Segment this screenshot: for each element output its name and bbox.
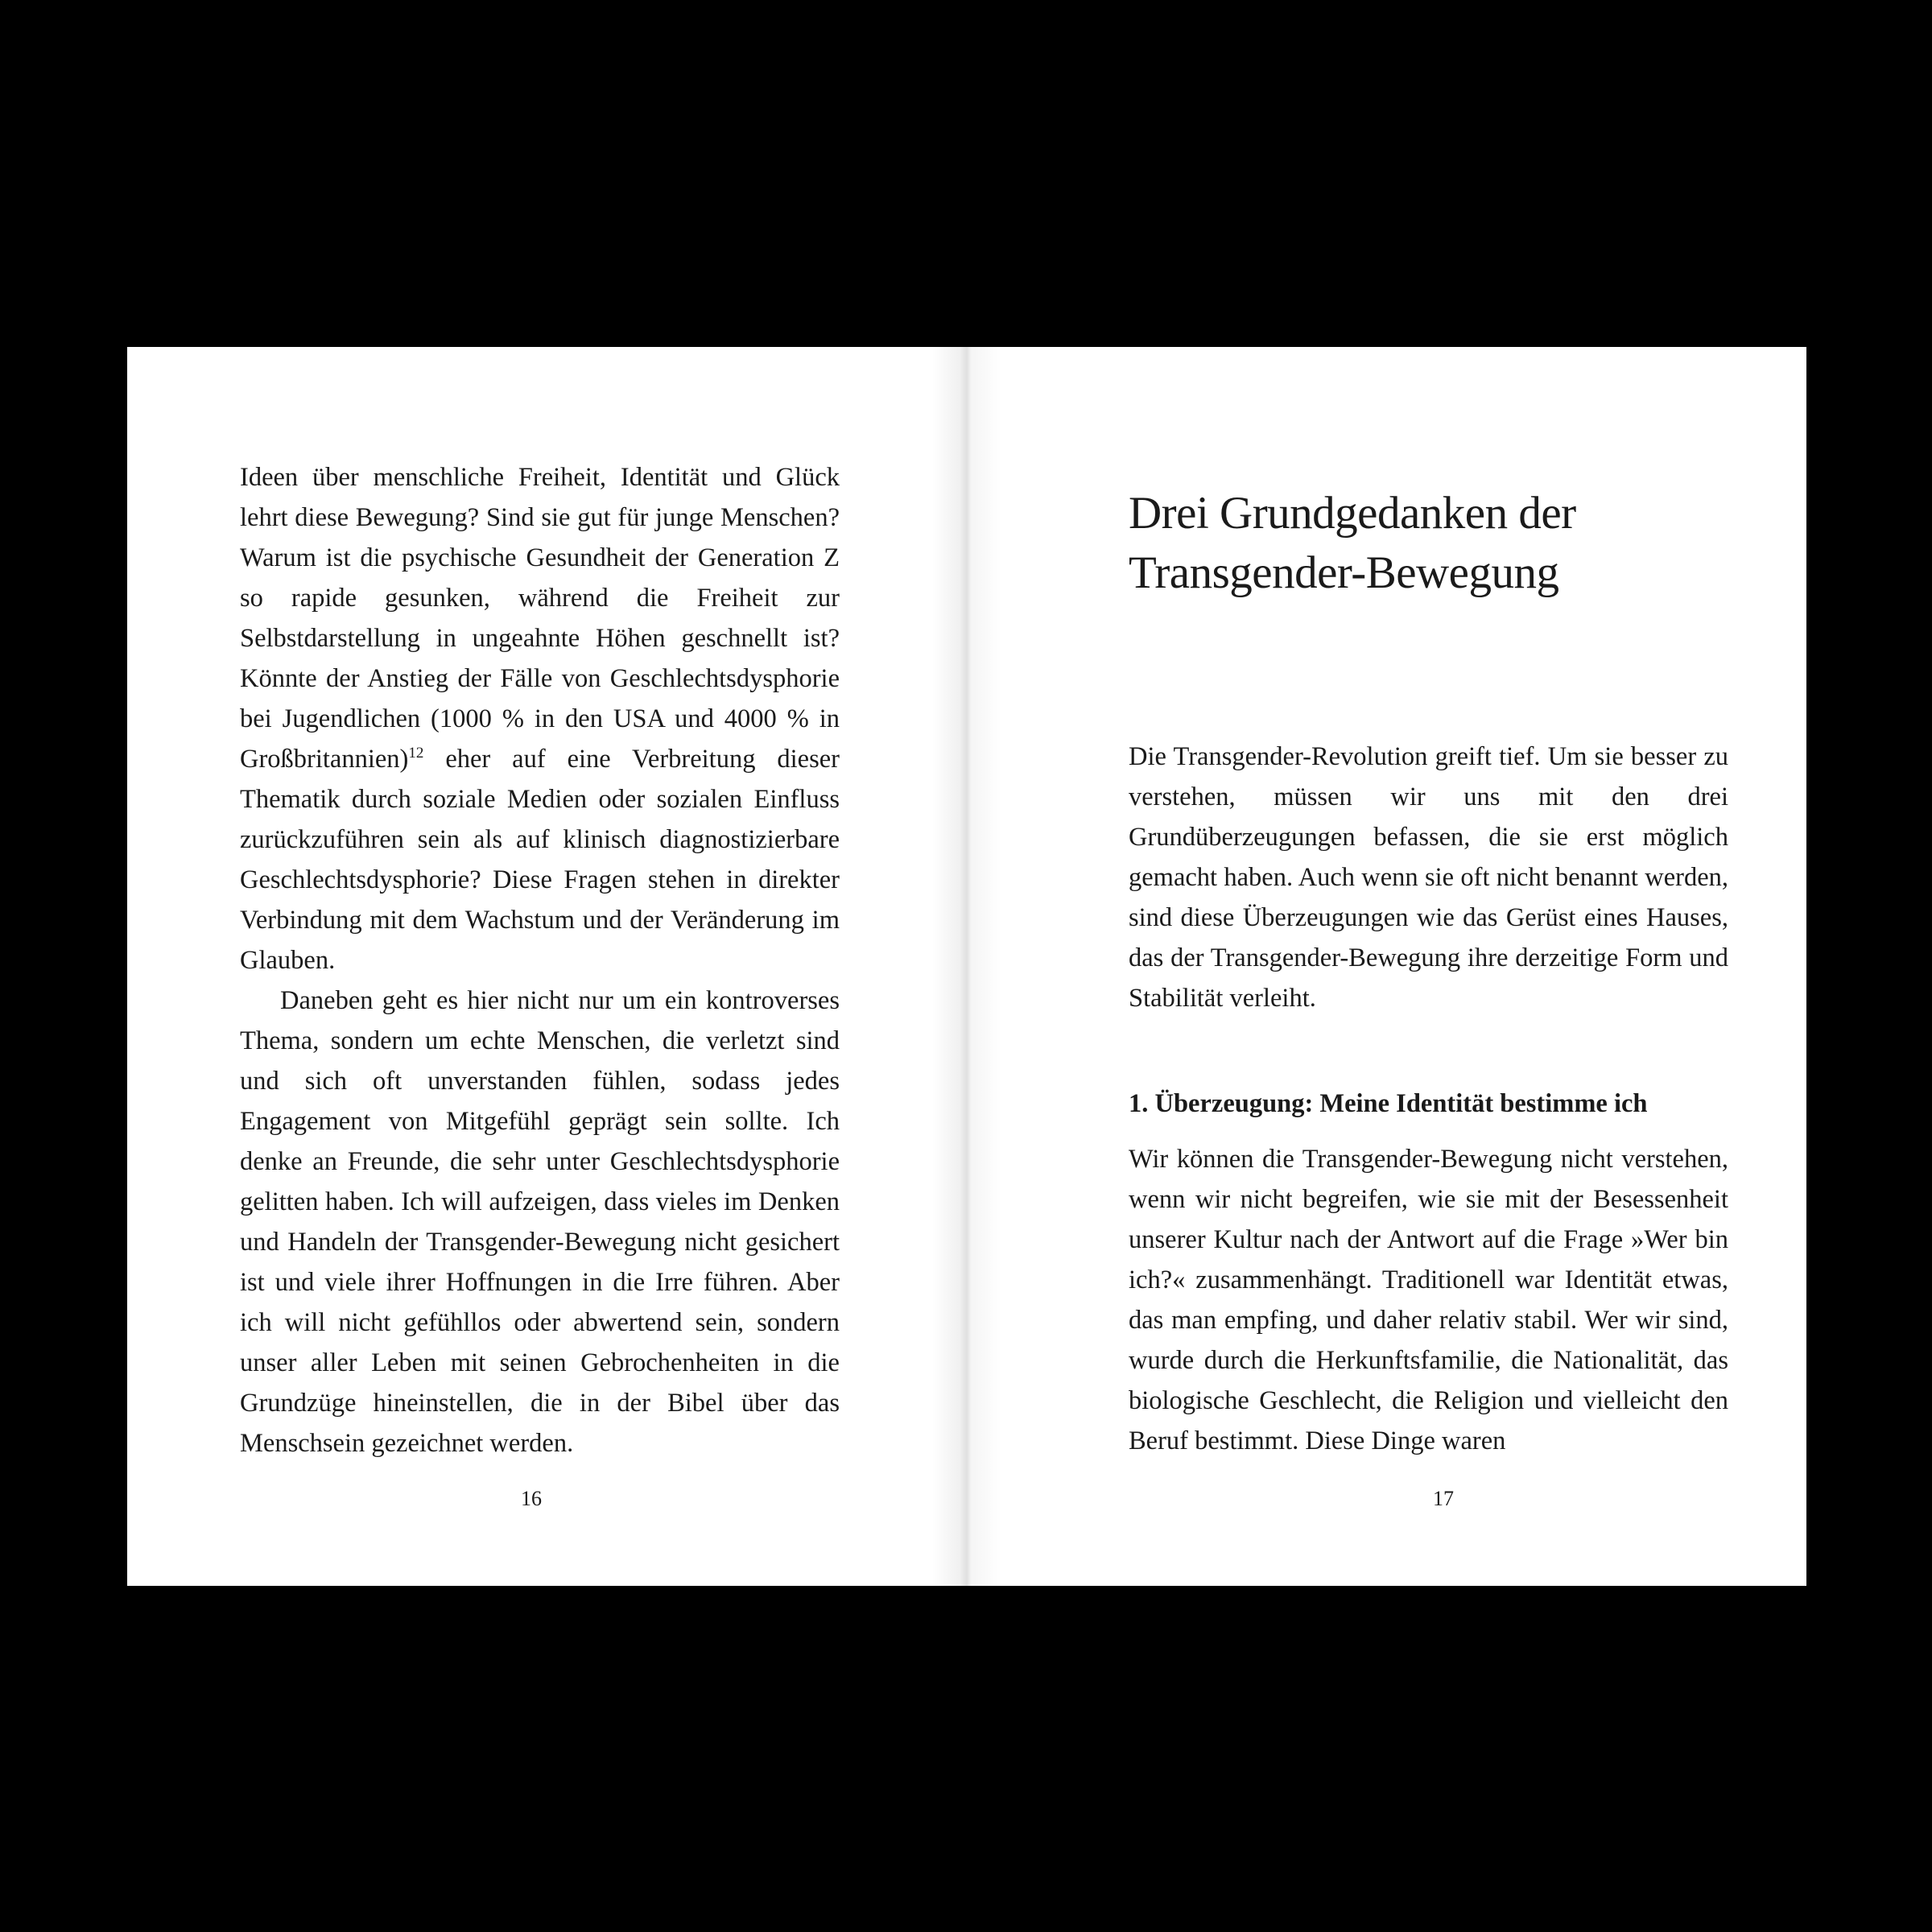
- section-text: [1129, 1139, 1728, 1461]
- paragraph-text: eher auf eine Verbreitung dieser Thematik durch soziale Medien oder sozialen Einfluss zurückzuführen sein als auf klinisch diagnostizierbare Geschlechtsdysphorie? Diese Fragen stehen in direkter Verbindung mit dem Wachstum und der Veränderung im Glauben.: [240, 745, 840, 975]
- footnote-reference[interactable]: 12: [408, 745, 424, 762]
- paragraph: Die Transgender-Revolution greift tief. Um sie besser zu verstehen, müssen wir uns mit den drei Grundüberzeugungen befassen, die sie erst möglich gemacht haben. Auch wenn sie oft nicht benannt werden, sind diese Überzeugungen wie das Gerüst eines Hauses, das der Transgender-Bewegung ihre derzeitige Form und Stabilität verleiht.: [1129, 742, 1728, 1013]
- page-number: 17: [1433, 1487, 1454, 1510]
- book-spread: [127, 347, 1806, 1586]
- intro-text: [1129, 737, 1728, 1018]
- paragraph: Wir können die Transgender-Bewegung nicht verstehen, wenn wir nicht begreifen, wie sie mit der Besessenheit unserer Kultur nach der Antwort auf die Frage »Wer bin ich?« zusammenhängt. Traditionell war Identität etwas, das man empfing, und daher relativ stabil. Wer wir sind, wurde durch die Herkunftsfamilie, die Nationalität, das biologische Geschlecht, die Religion und vielleicht den Beruf bestimmt. Diese Dinge waren: [1129, 1145, 1728, 1455]
- paragraph: [240, 457, 840, 980]
- page-number: 16: [521, 1487, 542, 1510]
- left-page-text: [240, 457, 840, 1463]
- paragraph-text: Ideen über menschliche Freiheit, Identität und Glück lehrt diese Bewegung? Sind sie gut für junge Menschen? Warum ist die psychische Gesundheit der Generation Z so rapide gesunken, während die Freiheit zur Selbstdarstellung in ungeahnte Höhen geschnellt ist? Könnte der Anstieg der Fälle von Geschlechtsdysphorie bei Jugendlichen (1000 % in den USA und 4000 % in Großbritannien): [240, 463, 840, 774]
- right-page: [967, 347, 1806, 1586]
- chapter-title: Drei Grundgedanken der Transgender-Bewegung: [1129, 488, 1576, 598]
- paragraph: Daneben geht es hier nicht nur um ein kontroverses Thema, sondern um echte Menschen, die verletzt sind und sich oft unverstanden fühlen, sodass jedes Engagement von Mitgefühl geprägt sein sollte. Ich denke an Freunde, die sehr unter Geschlechtsdysphorie gelitten haben. Ich will aufzeigen, dass vieles im Denken und Handeln der Transgender-Bewegung nicht gesichert ist und viele ihrer Hoffnungen in die Irre führen. Aber ich will nicht gefühllos oder abwertend sein, sondern unser aller Leben mit seinen Gebrochenheiten in die Grundzüge hineinstellen, die in der Bibel über das Menschsein gezeichnet werden.: [240, 986, 840, 1458]
- section-heading: 1. Überzeugung: Meine Identität bestimme ich: [1129, 1089, 1648, 1118]
- left-page: [127, 347, 967, 1586]
